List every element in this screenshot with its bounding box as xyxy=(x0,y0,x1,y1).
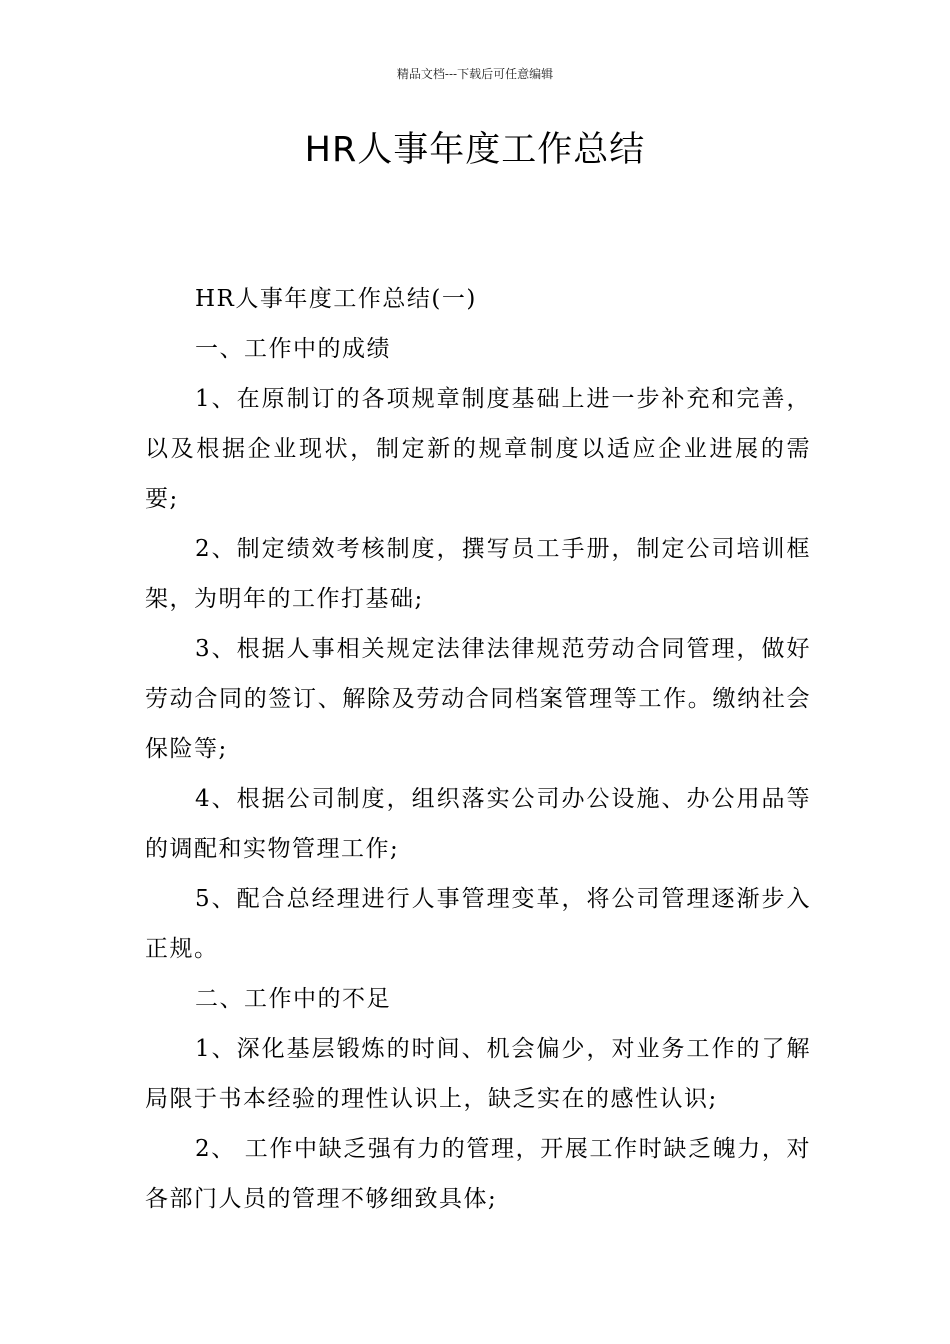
document-body xyxy=(145,274,811,1224)
subsection-heading: 一、工作中的成绩 xyxy=(195,336,391,362)
subsection-heading: 二、工作中的不足 xyxy=(195,986,391,1012)
body-paragraph: 2、 工作中缺乏强有力的管理，开展工作时缺乏魄力，对各部门人员的管理不够细致具体; xyxy=(145,1136,811,1212)
body-paragraph: 1、在原制订的各项规章制度基础上进一步补充和完善，以及根据企业现状，制定新的规章制度以适应企业进展的需要; xyxy=(145,386,811,512)
body-paragraph: 1、深化基层锻炼的时间、机会偏少，对业务工作的了解局限于书本经验的理性认识上，缺乏实在的感性认识; xyxy=(145,1036,811,1112)
header-note: 精品文档---下载后可任意编辑 xyxy=(396,67,554,81)
body-paragraph: 5、配合总经理进行人事管理变革，将公司管理逐渐步入正规。 xyxy=(145,886,811,962)
body-paragraph: 2、制定绩效考核制度，撰写员工手册，制定公司培训框架，为明年的工作打基础; xyxy=(145,536,811,612)
body-paragraph: 3、根据人事相关规定法律法律规范劳动合同管理，做好劳动合同的签订、解除及劳动合同档案管理等工作。缴纳社会保险等; xyxy=(145,636,811,762)
document-title: HR人事年度工作总结 xyxy=(304,130,646,170)
body-paragraph: 4、根据公司制度，组织落实公司办公设施、办公用品等的调配和实物管理工作; xyxy=(145,786,811,862)
section-heading: HR人事年度工作总结(一) xyxy=(195,286,477,312)
